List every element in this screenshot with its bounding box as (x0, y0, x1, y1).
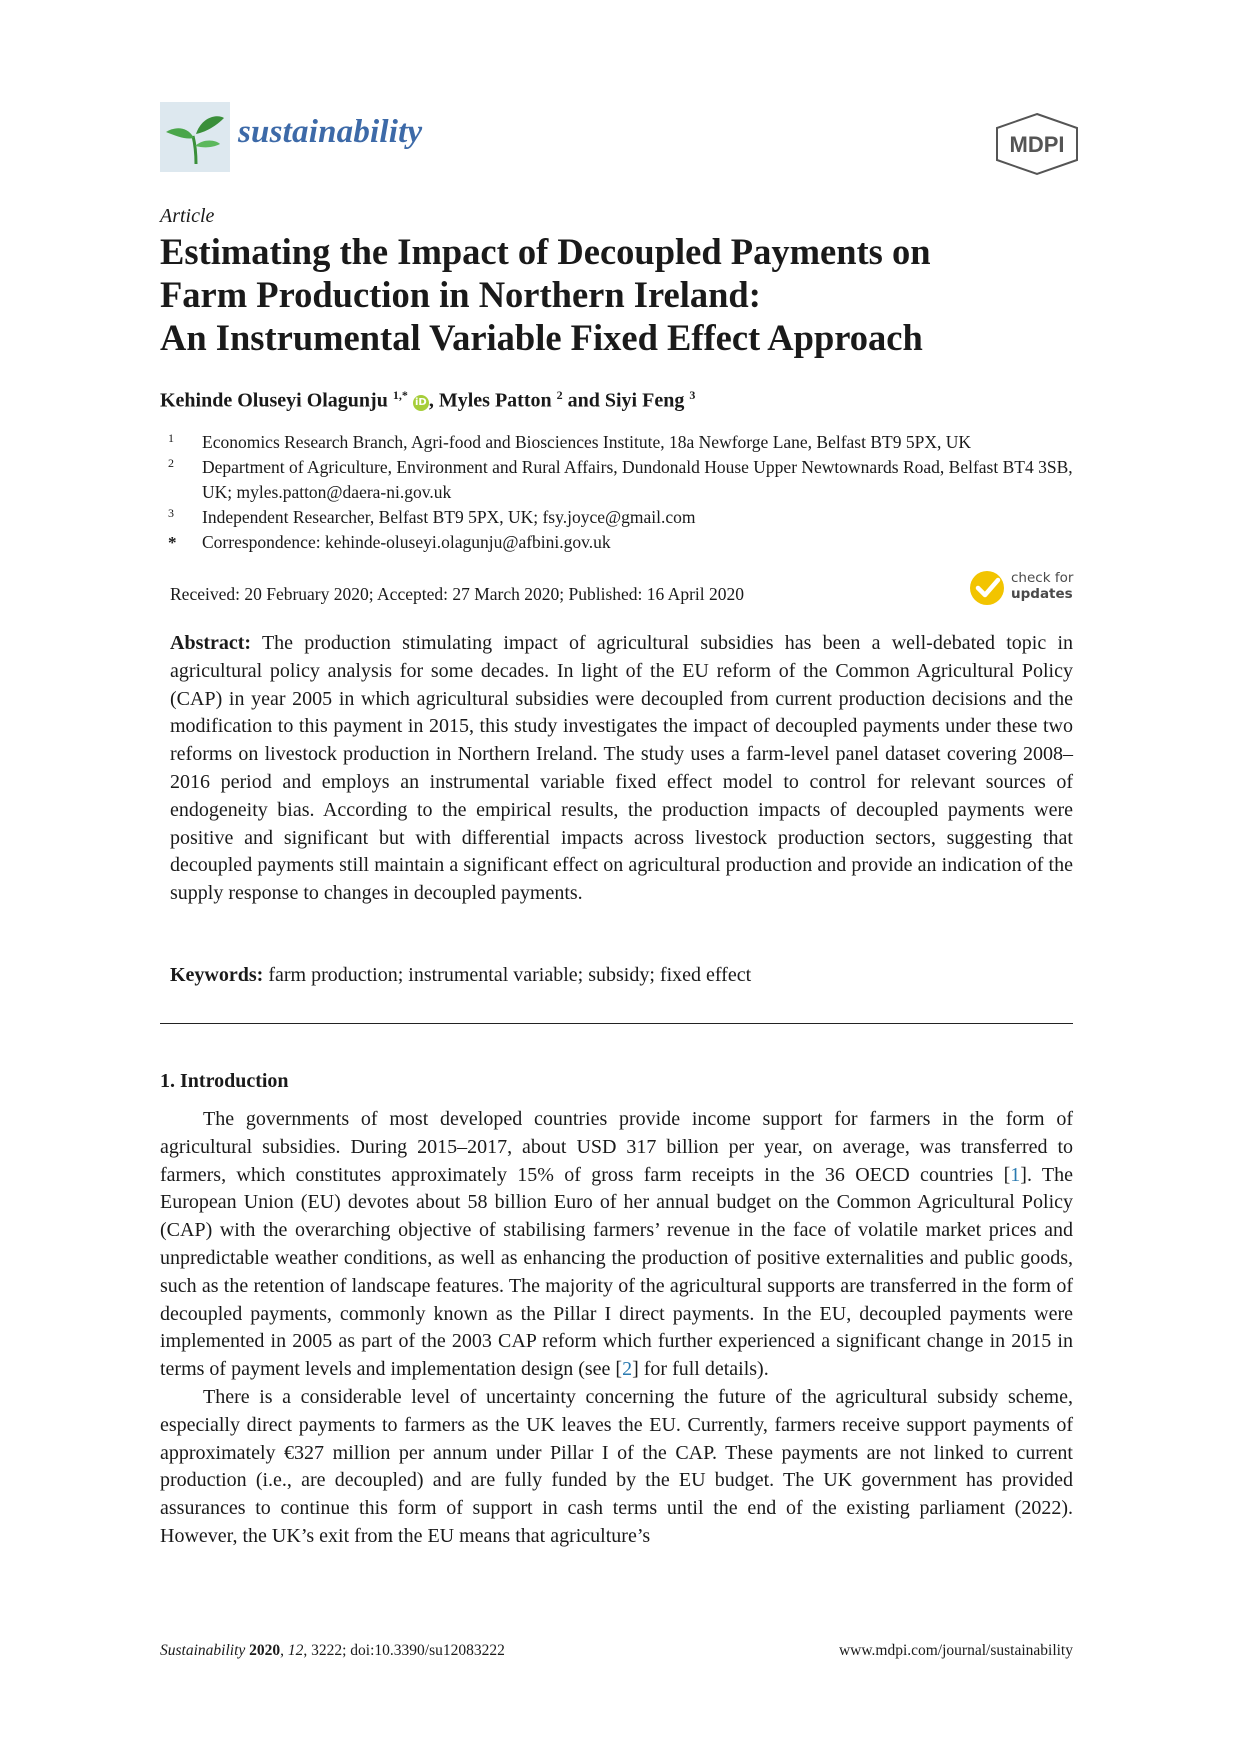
abstract (170, 630, 1073, 908)
affiliation-number: 3 (168, 506, 174, 520)
leaf-plant-logo-icon (160, 102, 230, 172)
footer-volume: 12 (287, 1642, 304, 1659)
author-separator: , (428, 389, 439, 412)
journal-logo (160, 102, 230, 172)
citation-link[interactable]: 1 (1010, 1163, 1021, 1186)
check-for-updates-icon (968, 568, 1008, 608)
paragraph-text: The governments of most developed countries provide income support for farmers in the form of agricultural subsidies. During 2015–2017, about USD 317 billion per year, on average, was transferred to farmers, which constitutes approximately 15% of gross farm receipts in the 36 OECD countries [ (160, 1108, 1073, 1186)
keywords-text: farm production; instrumental variable; subsidy; fixed effect (268, 964, 752, 986)
check-for-updates-label (1011, 570, 1073, 602)
mdpi-hexagon-logo-icon (992, 112, 1082, 176)
mdpi-logo-text: MDPI (1009, 132, 1065, 157)
affiliation-item (168, 430, 1088, 455)
title-line: Farm Production in Northern Ireland: (160, 274, 761, 315)
check-line-2: updates (1011, 586, 1073, 602)
article-type: Article (160, 205, 215, 227)
orcid-icon[interactable]: iD (413, 395, 429, 411)
affiliation-text: Department of Agriculture, Environment and Rural Affairs, Dundonald House Upper Newtownards Road, Belfast BT4 3SB, UK; myles.patton@daera-ni.gov.uk (202, 457, 1073, 502)
correspondence-text: Correspondence: kehinde-oluseyi.olagunju@afbini.gov.uk (202, 532, 611, 552)
affiliation-text: Economics Research Branch, Agri-food and Biosciences Institute, 18a Newforge Lane, Belfast BT9 5PX, UK (202, 432, 971, 452)
affiliation-number: 2 (168, 456, 174, 470)
citation-link[interactable]: 2 (622, 1358, 633, 1381)
footer-year: 2020 (249, 1642, 281, 1659)
correspondence-mark: * (168, 533, 177, 552)
correspondence-item (168, 530, 1088, 555)
footer-journal: Sustainability (160, 1642, 246, 1659)
check-line-1: check for (1011, 570, 1074, 586)
paragraph-text: ] for full details). (632, 1358, 769, 1381)
author-separator: and (562, 389, 605, 412)
section-heading: 1. Introduction (160, 1070, 289, 1092)
affiliation-item (168, 505, 1088, 530)
affiliations (168, 430, 1088, 555)
author-affiliation-mark: 3 (689, 388, 696, 402)
abstract-text: The production stimulating impact of agricultural subsidies has been a well-debated topic in agricultural policy analysis for some decades. In light of the EU reform of the Common Agricultural Policy (CAP) in year 2005 in which agricultural subsidies were decoupled from current production decisions and the modification to this payment in 2015, this study investigates the impact of decoupled payments under these two reforms on livestock production in Northern Ireland. The study uses a farm-level panel dataset covering 2008–2016 period and employs an instrumental variable fixed effect model to control for relevant sources of endogeneity bias. According to the empirical results, the production impacts of decoupled payments were positive and significant but with differential impacts across livestock production sectors, suggesting that decoupled payments still maintain a significant effect on agricultural production and provide an indication of the supply response to changes in decoupled payments. (170, 632, 1073, 905)
keywords-label: Keywords: (170, 964, 264, 986)
section-divider (160, 1023, 1073, 1024)
affiliation-number: 1 (168, 431, 174, 445)
author-name[interactable]: Kehinde Oluseyi Olagunju (160, 389, 388, 412)
author-affiliation-mark: 2 (556, 388, 563, 402)
check-for-updates-badge[interactable] (968, 566, 1088, 610)
footer-doi: , 3222; doi:10.3390/su12083222 (303, 1642, 505, 1659)
author-name[interactable]: Myles Patton (438, 389, 552, 412)
paper-title (160, 230, 1120, 359)
journal-name: sustainability (238, 114, 423, 150)
paragraph: There is a considerable level of uncertainty concerning the future of the agricultural subsidy scheme, especially direct payments to farmers as the UK leaves the EU. Currently, farmers receive support payments of approximately €327 million per annum under Pillar I of the CAP. These payments are not linked to current production (i.e., are decoupled) and are fully funded by the EU budget. The UK government has provided assurances to continue this form of support in cash terms until the end of the existing parliament (2022). However, the UK’s exit from the EU means that agriculture’s (160, 1385, 1073, 1547)
body-text (160, 1106, 1073, 1551)
abstract-label: Abstract: (170, 632, 252, 654)
title-line: An Instrumental Variable Fixed Effect Approach (160, 317, 923, 358)
author-name[interactable]: Siyi Feng (604, 389, 685, 412)
author-affiliation-mark: 1,* (392, 388, 408, 402)
footer-citation: Sustainability 2020, 12, 3222; doi:10.3390/su12083222 (160, 1642, 505, 1659)
title-line: Estimating the Impact of Decoupled Payments on (160, 231, 931, 272)
paragraph (160, 1106, 1073, 1384)
paragraph-text: ]. The European Union (EU) devotes about 58 billion Euro of her annual budget on the Common Agricultural Policy (CAP) with the overarching objective of stabilising farmers’ revenue in the face of volatile market prices and unpredictable weather conditions, as well as enhancing the production of positive externalities and public goods, such as the retention of landscape features. The majority of the agricultural supports are transferred in the form of decoupled payments, commonly known as the Pillar I direct payments. In the EU, decoupled payments were implemented in 2005 as part of the 2003 CAP reform which further experienced a significant change in 2015 in terms of payment levels and implementation design (see [ (160, 1163, 1073, 1381)
affiliation-item (168, 455, 1088, 505)
publication-dates: Received: 20 February 2020; Accepted: 27 March 2020; Published: 16 April 2020 (170, 584, 744, 604)
author-list (160, 388, 695, 413)
footer-url[interactable]: www.mdpi.com/journal/sustainability (838, 1642, 1073, 1659)
affiliation-text: Independent Researcher, Belfast BT9 5PX, UK; fsy.joyce@gmail.com (202, 507, 696, 527)
keywords (170, 964, 1073, 987)
mdpi-logo (992, 112, 1082, 176)
